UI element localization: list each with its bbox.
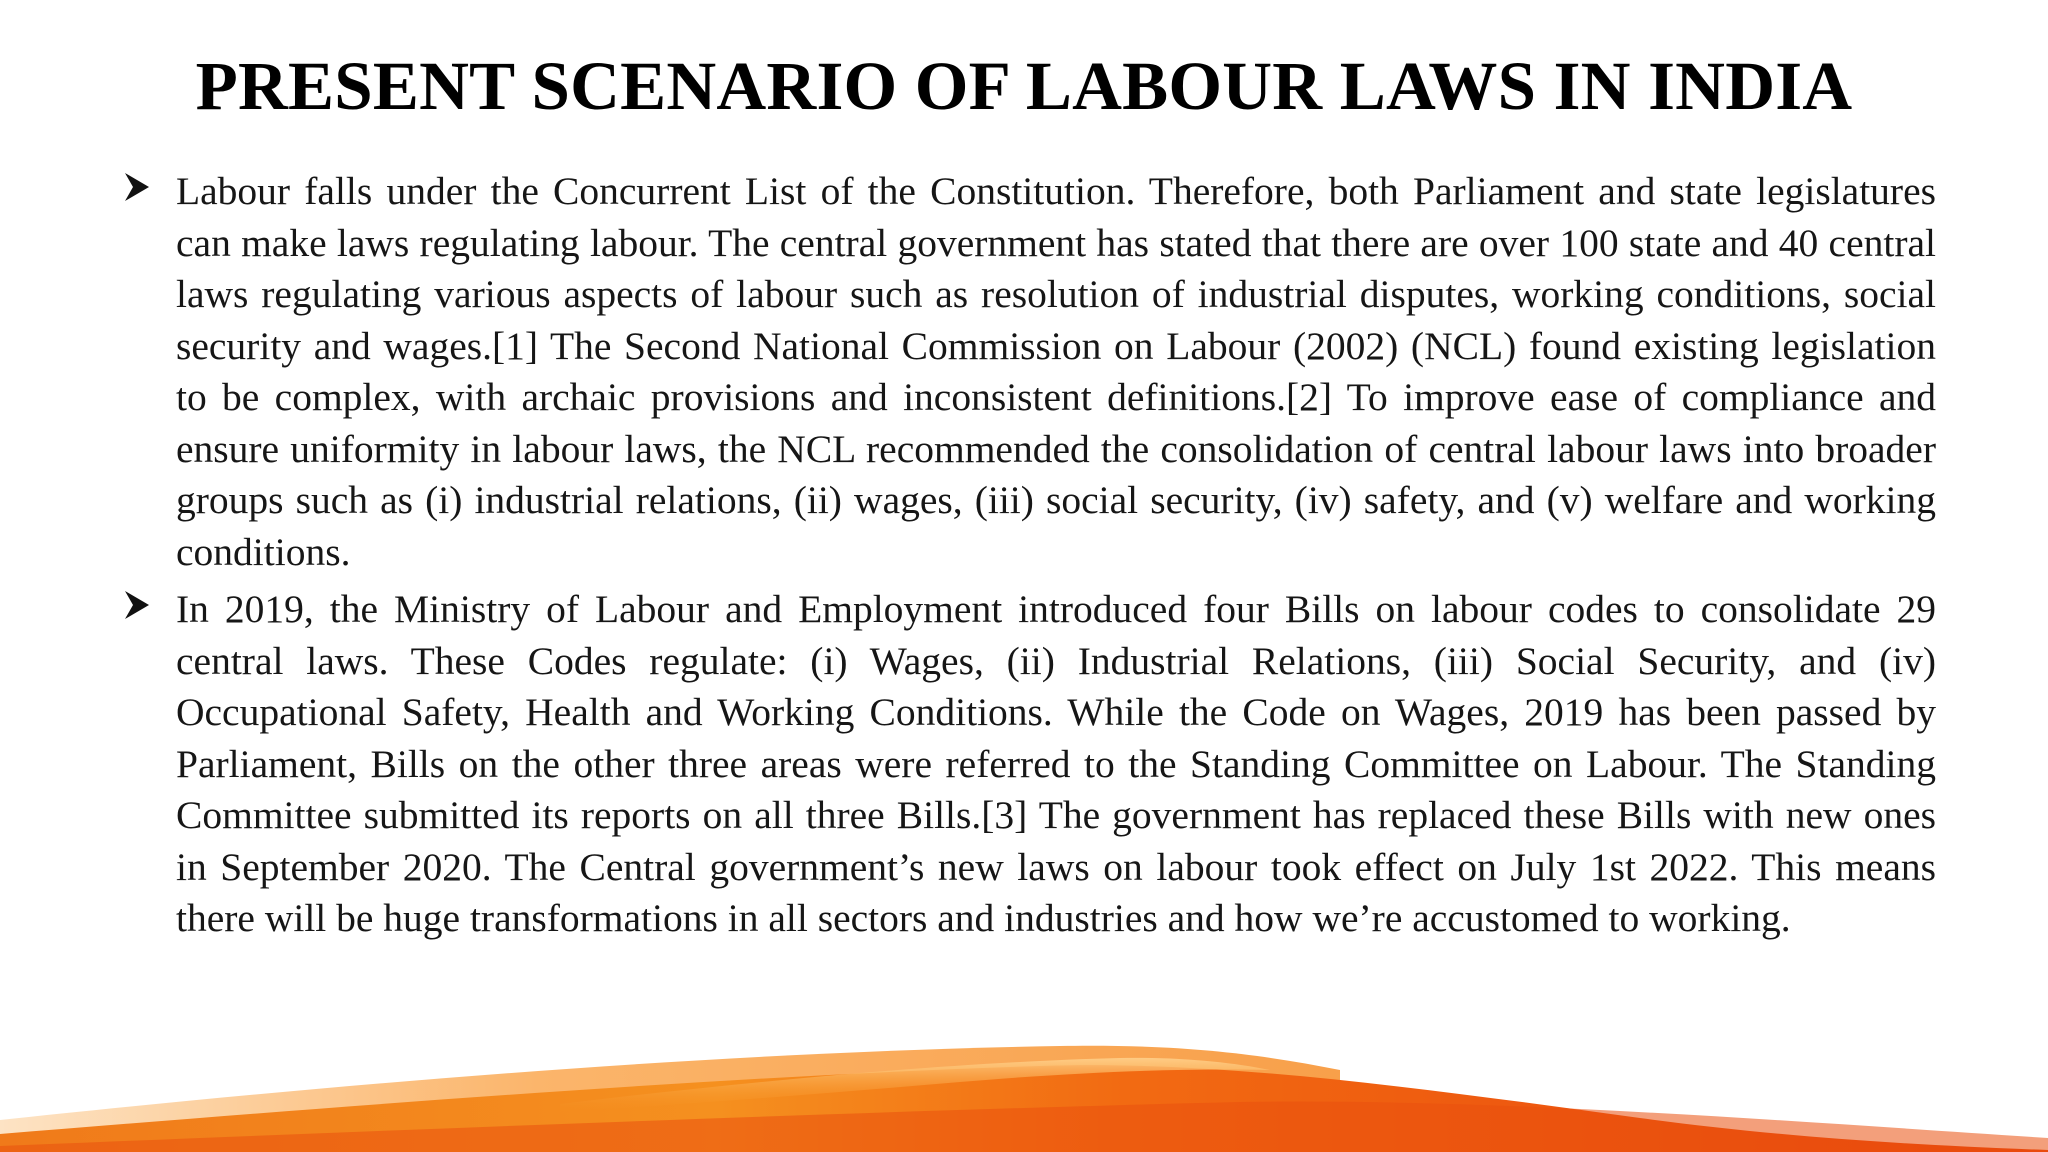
slide-title: PRESENT SCENARIO OF LABOUR LAWS IN INDIA <box>195 48 1853 124</box>
arrowhead-bullet-icon <box>124 590 150 620</box>
bullet-item <box>124 166 1936 578</box>
bullet-text: In 2019, the Ministry of Labour and Employment introduced four Bills on labour codes to consolidate 29 central laws. These Codes regulate: (i) Wages, (ii) Industrial Relations, (iii) Social Security, and (iv) Occupational Safety, Health and Working Conditions. While the Code on Wages, 2019 has been passed by Parliament, Bills on the other three areas were referred to the Standing Committee on Labour. The Standing Committee submitted its reports on all three Bills.[3] The government has replaced these Bills with new ones in September 2020. The Central government’s new laws on labour took effect on July 1st 2022. This means there will be huge transformations in all sectors and industries and how we’re accustomed to working. <box>176 587 1936 940</box>
decorative-orange-wave <box>0 992 2048 1152</box>
bullet-item <box>124 584 1936 945</box>
bullet-list <box>124 166 1936 951</box>
arrowhead-bullet-icon <box>124 172 150 202</box>
bullet-text: Labour falls under the Concurrent List of the Constitution. Therefore, both Parliament and state legislatures can make laws regulating labour. The central government has stated that there are over 100 state and 40 central laws regulating various aspects of labour such as resolution of industrial disputes, working conditions, social security and wages.[1] The Second National Commission on Labour (2002) (NCL) found existing legislation to be complex, with archaic provisions and inconsistent definitions.[2] To improve ease of compliance and ensure uniformity in labour laws, the NCL recommended the consolidation of central labour laws into broader groups such as (i) industrial relations, (ii) wages, (iii) social security, (iv) safety, and (v) welfare and working conditions. <box>176 169 1936 574</box>
